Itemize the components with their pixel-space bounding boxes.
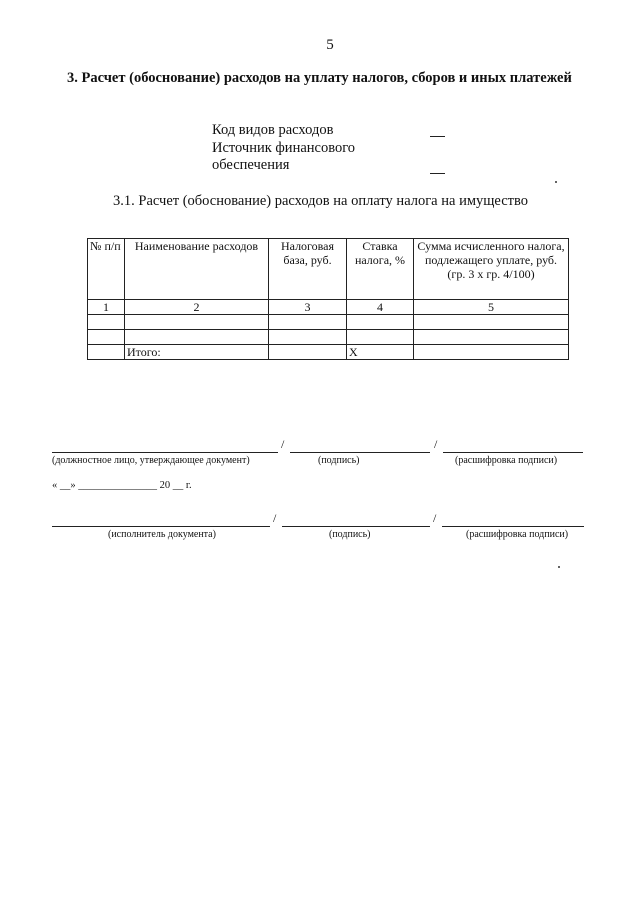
funding-source-label-1: Источник финансового (212, 140, 356, 156)
subsection-title: 3.1. Расчет (обоснование) расходов на оплату налога на имущество (113, 193, 528, 209)
table-cell (88, 345, 125, 360)
header-row-number: № п/п (88, 239, 125, 300)
funding-source-label-2: обеспечения (212, 157, 290, 173)
approver-signature-line (290, 440, 430, 453)
table-row (88, 300, 569, 315)
expense-code-label: Код видов расходов (212, 122, 334, 138)
property-tax-table (87, 238, 569, 360)
executor-position-line (52, 514, 270, 527)
column-number: 3 (269, 300, 347, 315)
table-cell (269, 345, 347, 360)
date-line: « __» _______________ 20 __ г. (52, 480, 192, 491)
executor-signature-line (282, 514, 430, 527)
decoding-caption: (расшифровка подписи) (455, 455, 558, 466)
signature-caption: (подпись) (329, 529, 371, 540)
scan-speck (558, 566, 560, 568)
approver-caption: (должностное лицо, утверждающее документ) (52, 455, 250, 466)
table-cell (88, 330, 125, 345)
scan-speck (555, 181, 557, 183)
section-title: 3. Расчет (обоснование) расходов на уплату налогов, сборов и иных платежей (67, 70, 572, 86)
header-expense-name: Наименование расходов (125, 239, 269, 300)
executor-decoding-line (442, 514, 584, 527)
table-row (88, 315, 569, 330)
table-cell (125, 330, 269, 345)
header-tax-amount: Сумма исчисленного налога, подлежащего уплате, руб. (гр. 3 х гр. 4/100) (414, 239, 569, 300)
table-cell (414, 330, 569, 345)
approver-position-line (52, 440, 278, 453)
table-cell (125, 315, 269, 330)
approver-decoding-line (443, 440, 583, 453)
table-cell (414, 315, 569, 330)
expense-code-value-dash (430, 136, 445, 137)
table-cell (269, 330, 347, 345)
separator-slash: / (273, 511, 277, 525)
page-number: 5 (326, 37, 334, 53)
table-row (88, 330, 569, 345)
header-tax-rate: Ставка налога, % (347, 239, 414, 300)
separator-slash: / (433, 511, 437, 525)
separator-slash: / (434, 437, 438, 451)
table-cell (347, 330, 414, 345)
signature-caption: (подпись) (318, 455, 360, 466)
table-header-row (88, 239, 569, 300)
table-cell (88, 315, 125, 330)
header-tax-base: Налоговая база, руб. (269, 239, 347, 300)
column-number: 5 (414, 300, 569, 315)
column-number: 1 (88, 300, 125, 315)
total-rate-mark: Х (347, 345, 414, 360)
table-cell (347, 315, 414, 330)
column-number: 4 (347, 300, 414, 315)
table-total-row (88, 345, 569, 360)
column-number: 2 (125, 300, 269, 315)
executor-caption: (исполнитель документа) (108, 529, 216, 540)
decoding-caption: (расшифровка подписи) (466, 529, 569, 540)
table-cell (414, 345, 569, 360)
separator-slash: / (281, 437, 285, 451)
funding-source-value-dash (430, 173, 445, 174)
table-cell (269, 315, 347, 330)
total-label: Итого: (125, 345, 269, 360)
